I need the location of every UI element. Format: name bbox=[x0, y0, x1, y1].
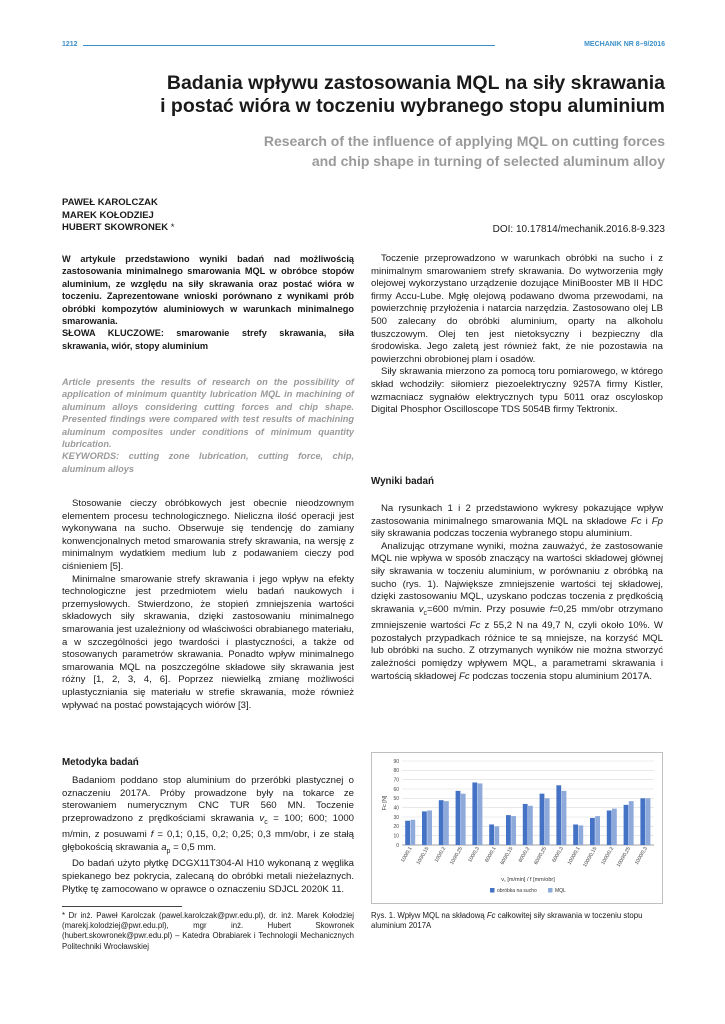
y-tick-label: 60 bbox=[393, 786, 399, 793]
text-run: Analizując otrzymane wyniki, można zauważyć, że zastosowanie MQL nie wpływa w sposób znaczący na wartości składowej głównej siły skrawania w toczeniu aluminium, w porównaniu z obróbką na sucho (rys. 1). Największe zmniejszenie wartości tej składowej, dzięki zastosowaniu MQL, uzyskano podczas toczenia z prędkością skrawania bbox=[371, 540, 663, 615]
y-tick-label: 20 bbox=[393, 824, 399, 831]
x-tick-label: 1000/0,2 bbox=[600, 846, 616, 866]
y-tick-label: 10 bbox=[393, 833, 399, 840]
bar-mql bbox=[629, 801, 634, 845]
x-tick-label: 600/0,15 bbox=[499, 846, 515, 866]
bar-mql bbox=[427, 810, 432, 845]
paragraph: Minimalne smarowanie strefy skrawania i jego wpływ na efekty technologiczne jest przedmiotem wielu badań naukowych i przemysłowych. Stwierdzono, że stopień zmniejszenia wartości składowych siły skrawania, dzięki zastosowaniu minimalnego smarowania jest uzależniony od właściwości obrabianego materiału, a w szczególności jego twardości i plastyczności, a także od stosowanych parametrów skrawania. Ponadto wpływ minimalnego smarowania MQL na poszczególne składowe siły skrawania jest różny [1, 2, 3, 4, 6]. Poprzez niewielką zmianę możliwości uplastyczniania się materiału w strefie skrawania, może również wpływać na postać powstających wiórów [3]. bbox=[62, 573, 354, 711]
x-tick-label: 600/0,3 bbox=[551, 846, 565, 864]
symbol: a bbox=[161, 841, 167, 853]
y-axis-label: Fc [N] bbox=[382, 795, 388, 811]
bar-mql bbox=[528, 806, 533, 845]
bar-dry bbox=[607, 810, 612, 845]
y-tick-label: 0 bbox=[396, 842, 399, 849]
symbol: f bbox=[549, 603, 553, 615]
bar-dry bbox=[590, 818, 595, 845]
journal-name: MECHANIK NR 8–9/2016 bbox=[584, 41, 665, 48]
legend-swatch bbox=[548, 888, 553, 893]
paragraph: Toczenie przeprowadzono w warunkach obróbki na sucho i z minimalnym smarowaniem strefy skrawania. Do wytworzenia mgły olejowej wykorzystano urządzenie dozujące MiniBooster MB II HDC firmy Accu-Lube. Mgłę olejową podawano dwoma przewodami, na powierzchnię przyłożenia i natarcia narzędzia. Zastosowano olej LB 500 zalecany do obróbki aluminium, oparty na alkoholu tłuszczowym. Olej ten jest nietoksyczny i bezpieczny dla środowiska. Jego zaletą jest również fakt, że nie pozostawia na powierzchni obrobionej plam i osadów. bbox=[371, 253, 663, 365]
article-title bbox=[45, 72, 665, 118]
subscript: p bbox=[166, 847, 171, 855]
method-heading: Metodyka badań bbox=[62, 757, 139, 768]
text-run: = 0,1; 0,15, 0,2; 0,25; 0,3 mm/obr, i ze stałą głębokością skrawania bbox=[62, 829, 355, 853]
paragraph: Stosowanie cieczy obróbkowych jest obecnie nieodzownym elementem procesu technologicznego. Nieliczna ilość operacji jest wykonywana na sucho. Obserwuje się tendencję do zamiany konwencjonalnych metod smarowania strefy skrawania, na wersję z minimalnym wydatkiem medium lub z podawaniem cieczy pod ciśnieniem [5]. bbox=[62, 498, 354, 572]
bar-dry bbox=[472, 782, 477, 845]
intro-section bbox=[62, 498, 354, 712]
legend-label: obróbka na sucho bbox=[497, 888, 537, 894]
keywords-en: KEYWORDS: cutting zone lubrication, cutting force, chip, aluminum alloys bbox=[62, 451, 354, 474]
symbol: Fc bbox=[630, 515, 642, 527]
x-tick-label: 600/0,1 bbox=[484, 846, 498, 864]
symbol: v bbox=[259, 812, 265, 824]
bar-mql bbox=[478, 783, 483, 845]
abstract-en bbox=[62, 376, 354, 475]
bar-dry bbox=[489, 824, 494, 845]
text-run: = 100; 600; 1000 m/min, z posuwami bbox=[62, 812, 354, 841]
x-tick-label: 1000/0,15 bbox=[582, 846, 599, 869]
keywords-pl: SŁOWA KLUCZOWE: smarowanie strefy skrawania, siła skrawania, wiór, stopy aluminium bbox=[62, 328, 354, 351]
author-name: HUBERT SKOWRONEK bbox=[62, 222, 169, 234]
page-number: 1212 bbox=[62, 41, 78, 48]
text-run: Badaniom poddano stop aluminium do przeróbki plastycznej o oznaczeniu 2017A. Próby prowadzone były na tokarce ze sterowaniem numerycznym CNC TUR 560 MN. Toczenie przeprowadzono z prędkościami skrawania bbox=[62, 775, 354, 824]
legend-label: MQL bbox=[555, 888, 566, 894]
abstract-pl bbox=[62, 253, 354, 352]
caption-text: całkowitej siły skrawania w toczeniu stopu aluminium 2017A bbox=[371, 911, 643, 931]
y-tick-label: 30 bbox=[393, 814, 399, 821]
bar-dry bbox=[422, 811, 427, 845]
bar-dry bbox=[573, 824, 578, 845]
subtitle-line: Research of the influence of applying MQL on cutting forces bbox=[263, 133, 665, 149]
symbol: v bbox=[418, 603, 424, 615]
x-tick-label: 100/0,25 bbox=[449, 846, 465, 866]
bar-chart bbox=[372, 753, 662, 903]
text-run: = 0,5 mm. bbox=[170, 841, 217, 853]
paragraph bbox=[371, 541, 663, 683]
abstract-en-text: Article presents the results of research on the possibility of application of minimum quantity lubrication MQL in machining of aluminum alloys considering cutting forces and chip shape. Presented findings were compared with test results of machining aluminum composites under conditions of minimum quantity lubrication. bbox=[62, 377, 354, 450]
title-line: i postać wióra w toczeniu wybranego stopu aluminium bbox=[160, 95, 665, 117]
author: PAWEŁ KAROLCZAK bbox=[62, 197, 158, 208]
caption-text: Rys. 1. Wpływ MQL na składową bbox=[371, 911, 487, 920]
header-rule bbox=[83, 45, 495, 46]
x-tick-label: 1000/0,25 bbox=[615, 846, 633, 869]
x-tick-label: 600/0,25 bbox=[533, 846, 549, 866]
symbol: Fp bbox=[651, 515, 663, 527]
method-section bbox=[62, 775, 354, 896]
x-tick-label: 100/0,3 bbox=[467, 846, 481, 864]
paragraph bbox=[371, 503, 663, 541]
symbol: Fc bbox=[469, 620, 481, 632]
bar-mql bbox=[410, 820, 415, 845]
bar-dry bbox=[456, 791, 461, 845]
symbol: Fc bbox=[486, 911, 496, 920]
text-run: siły skrawania podczas toczenia wybranego stopu aluminium. bbox=[371, 528, 633, 540]
title-line: Badania wpływu zastosowania MQL na siły skrawania bbox=[166, 72, 665, 94]
paragraph: Do badań użyto płytkę DCGX11T304-Al H10 wykonaną z węglika spiekanego bez pokrycia, zalecaną do obróbki metali nieżelaznych. Płytkę tę zamocowano w oprawce o oznaczeniu SDJCL 2020K 11. bbox=[62, 858, 354, 895]
x-tick-label: 100/0,15 bbox=[415, 846, 431, 866]
figure-caption bbox=[371, 911, 663, 931]
bar-mql bbox=[494, 826, 499, 845]
x-tick-label: 1000/0,1 bbox=[566, 846, 582, 866]
bar-dry bbox=[640, 798, 645, 845]
authors bbox=[62, 197, 174, 235]
bar-mql bbox=[578, 825, 583, 845]
y-tick-label: 90 bbox=[393, 758, 399, 765]
bar-dry bbox=[624, 805, 629, 845]
symbol: f bbox=[150, 829, 154, 841]
bar-mql bbox=[612, 809, 617, 845]
text-run: Na rysunkach 1 i 2 przedstawiono wykresy pokazujące wpływ zastosowania minimalnego smarowania MQL na składowe bbox=[371, 503, 663, 527]
x-tick-label: 600/0,2 bbox=[517, 846, 532, 864]
subscript: c bbox=[423, 609, 427, 617]
bar-mql bbox=[444, 801, 449, 845]
subtitle-line: and chip shape in turning of selected aluminum alloy bbox=[311, 153, 665, 169]
x-axis-label: v꜀ [m/min] / f [mm/obr] bbox=[501, 877, 555, 883]
subscript: c bbox=[264, 818, 268, 826]
text-run: =0,25 mm/obr otrzymano zmniejszenie wartości bbox=[371, 603, 663, 632]
text-run: i bbox=[641, 515, 652, 527]
abstract-pl-text: W artykule przedstawiono wyniki badań nad możliwością zastosowania minimalnego smarowania MQL w obróbce stopów aluminium, ze względu na siły skrawania oraz postać wióra w toczeniu. Zaprezentowane wnioski porównano z wynikami prób obróbki kompozytów aluminiowych w warunkach minimalnego smarowania. bbox=[62, 254, 354, 327]
x-tick-label: 100/0,2 bbox=[433, 846, 448, 864]
bar-mql bbox=[646, 798, 651, 845]
setup-section bbox=[371, 253, 663, 417]
x-tick-label: 1000/0,3 bbox=[633, 846, 649, 866]
doi: DOI: 10.17814/mechanik.2016.8-9.323 bbox=[492, 224, 665, 235]
bar-dry bbox=[506, 815, 511, 845]
bar-mql bbox=[595, 816, 600, 845]
symbol: Fc bbox=[458, 670, 470, 682]
bar-dry bbox=[540, 794, 545, 845]
figure-1 bbox=[371, 752, 663, 904]
results-heading: Wyniki badań bbox=[371, 476, 434, 487]
y-tick-label: 80 bbox=[393, 768, 399, 775]
bar-dry bbox=[405, 821, 410, 845]
article-subtitle bbox=[45, 131, 665, 171]
y-tick-label: 40 bbox=[393, 805, 399, 812]
text-run: z 55,2 N na 49,7 N, czyli około 10%. W pozostałych przypadkach różnice te są mniejsze, na korzyść MQL lub obróbki na sucho. Z otrzymanych wyników nie można stworzyć zależności pomiędzy wpływem MQL, a parametrami skrawania i wartością składowej bbox=[371, 620, 663, 682]
results-section bbox=[371, 503, 663, 683]
bar-dry bbox=[523, 804, 528, 845]
bar-dry bbox=[439, 800, 444, 845]
author-footnote-mark: * bbox=[168, 222, 175, 234]
legend-swatch bbox=[490, 888, 495, 893]
bar-mql bbox=[545, 798, 550, 845]
paragraph: Siły skrawania mierzono za pomocą toru pomiarowego, w którego skład wchodziły: siłomierz piezoelektryczny 9257A firmy Kistler, wzmacniacz sygnałów elektrycznych typu 5011 oraz oscyloskop Digital Phosphor Oscilloscope TDS 5054B firmy Tektronix. bbox=[371, 366, 663, 416]
author: MAREK KOŁODZIEJ bbox=[62, 209, 154, 221]
footnote: * Dr inż. Paweł Karolczak (pawel.karolczak@pwr.edu.pl), dr. inż. Marek Kołodziej (marekj.kolodziej@pwr.edu.pl), mgr inż. Hubert Skowronek (hubert.skowronek@pwr.edu.pl) – Katedra Obrabiarek i Technologii Mechanicznych Politechniki Wrocławskiej bbox=[62, 911, 354, 951]
bar-mql bbox=[511, 816, 516, 845]
y-tick-label: 50 bbox=[393, 796, 399, 803]
y-tick-label: 70 bbox=[393, 777, 399, 784]
text-run: podczas toczenia stopu aluminium 2017A. bbox=[469, 670, 653, 682]
author bbox=[62, 222, 174, 235]
bar-mql bbox=[562, 791, 567, 845]
x-tick-label: 100/0,1 bbox=[400, 846, 414, 864]
footnote-rule bbox=[62, 906, 182, 907]
bar-mql bbox=[461, 794, 466, 845]
bar-dry bbox=[556, 785, 561, 845]
paragraph bbox=[62, 775, 354, 858]
text-run: =600 m/min. Przy posuwie bbox=[426, 603, 550, 615]
